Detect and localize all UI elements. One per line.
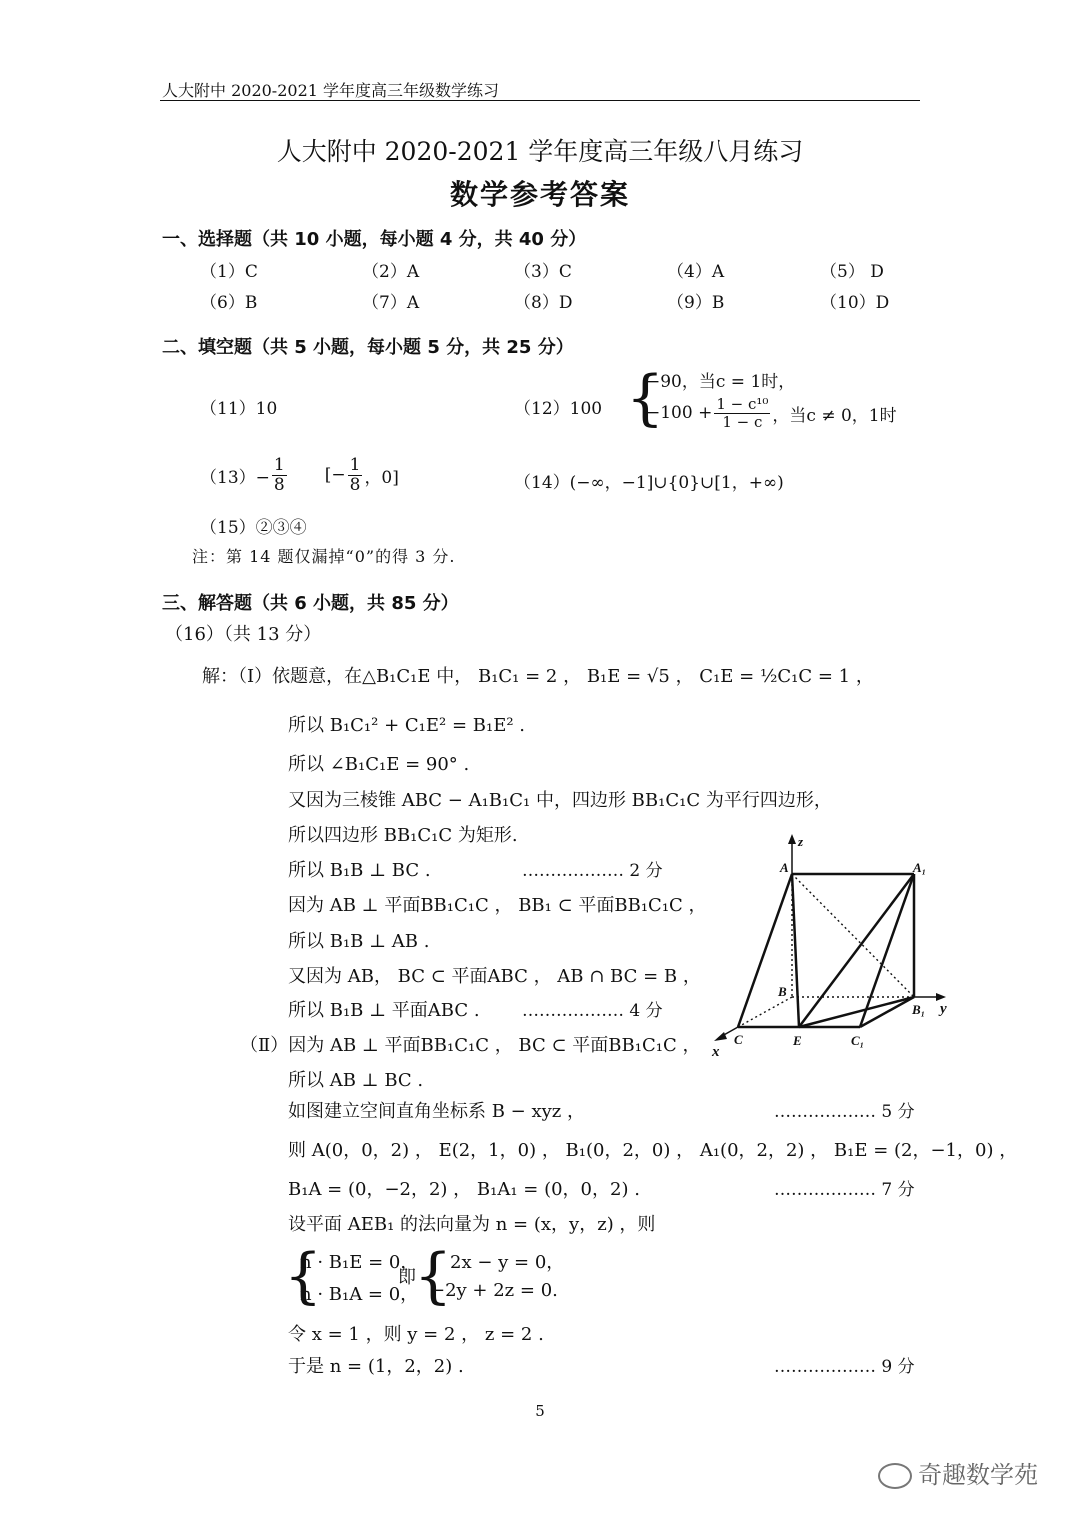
section2-heading: 二、填空题（共 5 小题，每小题 5 分，共 25 分） bbox=[162, 337, 574, 358]
solution-line-16: 设平面 AEB₁ 的法向量为 n = (x，y，z) ，则 bbox=[288, 1214, 656, 1235]
answer-3: （3）C bbox=[514, 262, 572, 282]
solution-line-14: 则 A(0，0，2) ， E(2，1，0) ， B₁(0，2，0) ， A₁(0，2，2) ， B₁E = (2，−1，0) ， bbox=[288, 1140, 1018, 1161]
label-C1: C₁ bbox=[851, 1033, 865, 1048]
system-connector: 即 bbox=[398, 1267, 416, 1288]
document-title: 人大附中 2020-2021 学年度高三年级八月练习 bbox=[276, 137, 804, 166]
system-brace-left: { bbox=[284, 1241, 323, 1311]
solution-line-12: 所以 AB ⊥ BC . bbox=[288, 1070, 424, 1091]
watermark bbox=[878, 1455, 1038, 1490]
solution-line-6: 所以 B₁B ⊥ BC . bbox=[288, 860, 431, 881]
label-A1: A₁ bbox=[913, 860, 927, 875]
solution-line-3: 所以 ∠B₁C₁E = 90° . bbox=[288, 754, 470, 775]
solution-line-8: 所以 B₁B ⊥ AB . bbox=[288, 931, 430, 952]
solution-line-13: 如图建立空间直角坐标系 B − xyz ， bbox=[288, 1101, 585, 1122]
q13-int-denominator: 8 bbox=[349, 474, 361, 495]
q13-fraction bbox=[272, 456, 287, 494]
q13-label: （13）− bbox=[200, 467, 270, 488]
y-axis-arrow bbox=[936, 993, 946, 1001]
label-z: z bbox=[798, 834, 804, 849]
score-5: ……………… 5 分 bbox=[774, 1102, 915, 1122]
q13-interval-prefix: [− bbox=[324, 465, 346, 486]
label-C: C bbox=[734, 1032, 743, 1047]
answer-13 bbox=[200, 456, 399, 494]
solution-line-18: 令 x = 1 ，则 y = 2 ， z = 2 . bbox=[288, 1324, 544, 1345]
solution-line-2: 所以 B₁C₁² + C₁E² = B₁E² . bbox=[288, 715, 526, 736]
solution-line-7: 因为 AB ⊥ 平面BB₁C₁C ， BB₁ ⊂ 平面BB₁C₁C ， bbox=[288, 895, 707, 916]
header-rule bbox=[160, 100, 920, 101]
case2-denominator: 1 − c bbox=[722, 412, 763, 431]
system-eq-4: −2y + 2z = 0. bbox=[430, 1280, 558, 1301]
label-A: A bbox=[780, 860, 789, 875]
problem-16-heading: （16）（共 13 分） bbox=[165, 624, 322, 645]
label-E: E bbox=[793, 1033, 802, 1048]
answer-14: （14）(−∞，−1]∪{0}∪[1，+∞) bbox=[514, 473, 784, 493]
case2-prefix: −100 + bbox=[646, 403, 713, 423]
edge-EB1 bbox=[799, 997, 914, 1027]
q13-denominator: 8 bbox=[273, 474, 285, 495]
system-eq-3: 2x − y = 0， bbox=[450, 1252, 565, 1273]
label-B1: B₁ bbox=[912, 1002, 926, 1017]
case2-fraction bbox=[714, 396, 770, 430]
label-x: x bbox=[712, 1044, 720, 1060]
section1-heading: 一、选择题（共 10 小题，每小题 4 分，共 40 分） bbox=[162, 229, 587, 250]
edge-EA1 bbox=[799, 874, 914, 1027]
page-number: 5 bbox=[535, 1402, 545, 1420]
solution-line-1: 解：（Ⅰ）依题意，在△B₁C₁E 中， B₁C₁ = 2 ， B₁E = √5 ， C₁E = ½C₁C = 1 ， bbox=[202, 666, 874, 687]
answer-1: （1）C bbox=[200, 262, 258, 282]
edge-AB1 bbox=[792, 874, 914, 997]
case2-suffix: ，当c ≠ 0，1时 bbox=[772, 405, 897, 426]
case2-numerator: 1 − c¹⁰ bbox=[716, 395, 769, 413]
answer-12-case2 bbox=[646, 396, 897, 430]
system-eq-1: n · B₁E = 0， bbox=[300, 1252, 419, 1273]
score-9: ……………… 9 分 bbox=[774, 1357, 915, 1377]
q13-numerator: 1 bbox=[273, 455, 285, 475]
solution-line-10: 所以 B₁B ⊥ 平面ABC . bbox=[288, 1000, 480, 1021]
solution-line-9: 又因为 AB， BC ⊂ 平面ABC ， AB ∩ BC = B ， bbox=[288, 966, 701, 987]
score-2: ……………… 2 分 bbox=[522, 861, 663, 881]
label-y: y bbox=[940, 1001, 947, 1017]
q13-interval-suffix: ，0] bbox=[364, 467, 399, 488]
solution-line-15: B₁A = (0，−2，2) ， B₁A₁ = (0，0，2) . bbox=[288, 1179, 640, 1200]
score-4: ……………… 4 分 bbox=[522, 1001, 663, 1021]
answer-4: （4）A bbox=[667, 262, 725, 282]
edge-AC bbox=[738, 874, 792, 1027]
answer-10: （10）D bbox=[820, 293, 890, 313]
answer-12: （12）100 bbox=[514, 399, 603, 419]
answer-7: （7）A bbox=[362, 293, 420, 313]
edge-AE bbox=[792, 874, 799, 1027]
piecewise-brace: { bbox=[626, 363, 665, 433]
q13-int-numerator: 1 bbox=[349, 455, 361, 475]
running-header: 人大附中 2020-2021 学年度高三年级数学练习 bbox=[162, 81, 500, 100]
x-axis-arrow bbox=[714, 1032, 727, 1041]
answer-9: （9）B bbox=[667, 293, 725, 313]
answer-11: （11）10 bbox=[200, 399, 278, 419]
answer-5: （5） D bbox=[820, 262, 884, 282]
answer-8: （8）D bbox=[514, 293, 573, 313]
document-subtitle: 数学参考答案 bbox=[449, 178, 630, 211]
solution-line-11: （Ⅱ）因为 AB ⊥ 平面BB₁C₁C ， BC ⊂ 平面BB₁C₁C ， bbox=[240, 1035, 701, 1056]
answer-12-case1: −90，当c = 1时， bbox=[646, 372, 796, 392]
answer-6: （6）B bbox=[200, 293, 258, 313]
score-7: ……………… 7 分 bbox=[774, 1180, 915, 1200]
answer-15: （15）②③④ bbox=[200, 518, 307, 538]
label-B: B bbox=[778, 984, 787, 999]
chat-bubble-icon bbox=[878, 1463, 912, 1489]
watermark-text: 奇趣数学苑 bbox=[918, 1461, 1038, 1489]
prism-figure bbox=[700, 830, 960, 1060]
solution-line-5: 所以四边形 BB₁C₁C 为矩形. bbox=[288, 825, 518, 846]
answer-2: （2）A bbox=[362, 262, 420, 282]
system-eq-2: n · B₁A = 0， bbox=[300, 1284, 419, 1305]
z-axis-arrow bbox=[788, 834, 796, 844]
section3-heading: 三、解答题（共 6 小题，共 85 分） bbox=[162, 593, 459, 614]
solution-line-4: 又因为三棱锥 ABC − A₁B₁C₁ 中，四边形 BB₁C₁C 为平行四边形， bbox=[288, 790, 832, 811]
section2-note: 注：第 14 题仅漏掉“0”的得 3 分. bbox=[192, 547, 456, 566]
q13-interval-fraction bbox=[348, 456, 363, 494]
solution-line-19: 于是 n = (1，2，2) . bbox=[288, 1356, 464, 1377]
system-brace-right: { bbox=[414, 1241, 453, 1311]
